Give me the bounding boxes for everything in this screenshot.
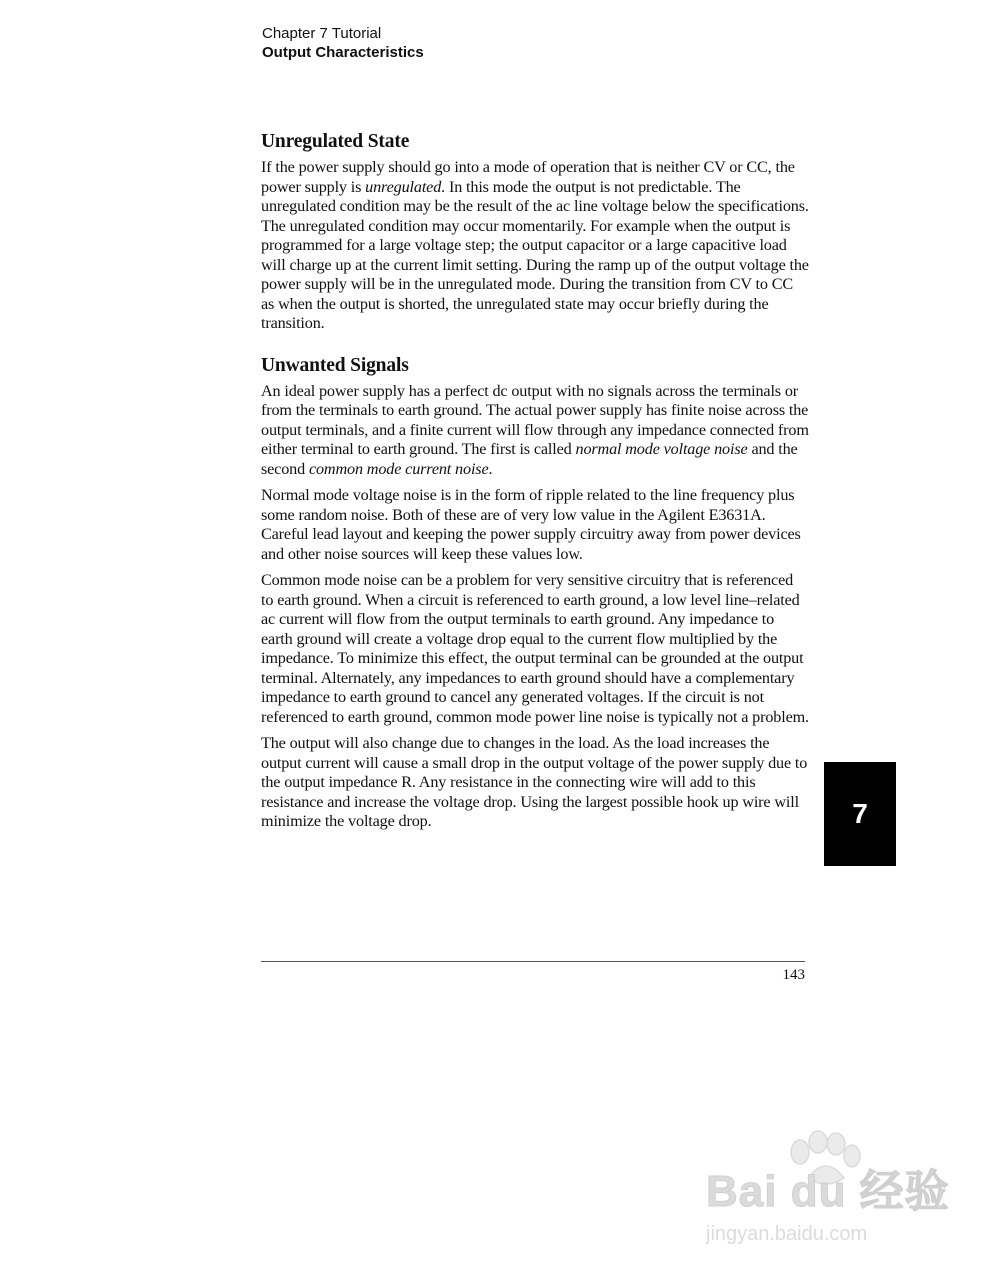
text-run: An ideal power supply has a perfect dc output with no signals across the terminals or from the terminals to earth ground. The actual power supply has finite noise across the output terminals, and a finite current will flow through any impedance connected from either terminal to earth ground. The first is called (261, 381, 809, 458)
page-body (261, 130, 809, 839)
emphasis-normal-mode: normal mode voltage noise (575, 440, 748, 458)
text-run: . In this mode the output is not predictable. The unregulated condition may be the result of the ac line voltage below the specifications. The unregulated condition may occur momentarily. For example when the output is programmed for a large voltage step; the output capacitor or a large capacitive load will charge up at the current limit setting. During the ramp up of the output voltage the power supply will be in the unregulated mode. During the transition from CV to CC as when the output is shorted, the unregulated state may occur briefly during the transition. (261, 177, 809, 332)
paragraph-common-mode-noise: Common mode noise can be a problem for very sensitive circuitry that is referenced to earth ground. When a circuit is referenced to earth ground, a low level line–related ac current will flow from the output terminals to earth ground. Any impedance to earth ground will create a voltage drop equal to the current flow multiplied by the impedance. To minimize this effect, the output terminal can be grounded at the output terminal. Alternately, any impedances to earth ground should have a complementary impedance to earth ground to cancel any generated voltages. If the circuit is not referenced to earth ground, common mode power line noise is typically not a problem. (261, 571, 809, 726)
watermark-url: jingyan.baidu.com (706, 1223, 868, 1245)
watermark-logo-text: Bai du 经验 (706, 1167, 950, 1216)
text-run: If the power supply should go into a mode of operation that is neither CV or CC, the power supply is (261, 158, 795, 196)
page-number: 143 (782, 967, 805, 983)
heading-unwanted-signals: Unwanted Signals (261, 354, 409, 376)
emphasis-common-mode: common mode current noise (308, 459, 489, 478)
emphasis-unregulated: unregulated (365, 177, 442, 196)
chapter-tab-number: 7 (852, 798, 868, 829)
baidu-watermark (700, 1130, 950, 1250)
heading-unregulated-state: Unregulated State (261, 131, 410, 152)
paragraph-unregulated (261, 158, 809, 334)
section-label: Output Characteristics (262, 44, 424, 61)
text-run: . (488, 459, 493, 478)
paragraph-load-change: The output will also change due to changes in the load. As the load increases the output current will cause a small drop in the output voltage of the power supply due to the output impedance R. Any resistance in the connecting wire will add to this resistance and increase the voltage drop. Using the largest possible hook up wire will minimize the voltage drop. (261, 734, 808, 830)
chapter-label: Chapter 7 Tutorial (262, 25, 382, 42)
paragraph-normal-mode-noise: Normal mode voltage noise is in the form of ripple related to the line frequency plus some random noise. Both of these are of very low value in the Agilent E3631A. Careful lead layout and keeping the power supply circuitry away from power devices and other noise sources will keep these values low. (261, 486, 801, 563)
footer-rule (261, 961, 805, 962)
chapter-tab (824, 762, 896, 866)
paragraph-ideal-supply (261, 382, 809, 480)
running-header (262, 24, 424, 62)
text-run: and the second (261, 440, 798, 478)
